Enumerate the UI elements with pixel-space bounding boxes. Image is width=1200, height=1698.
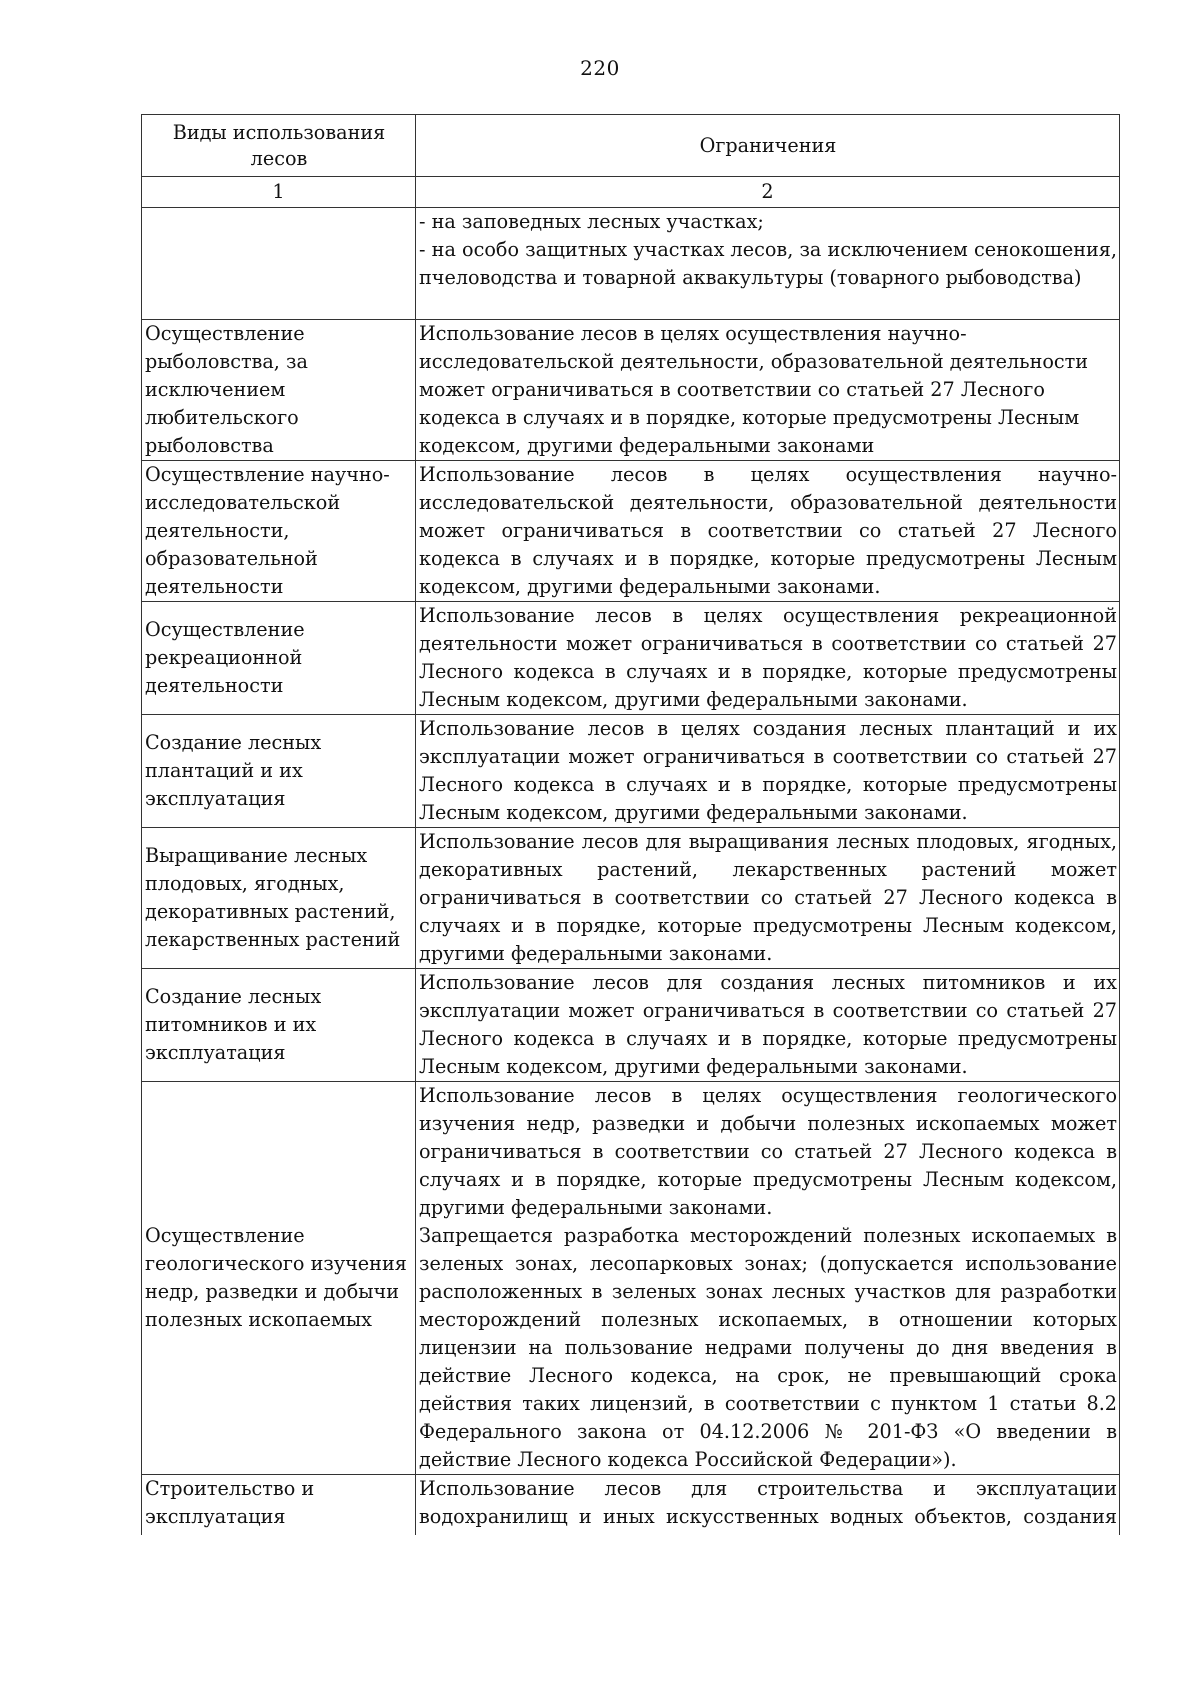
- restrictions-cell: [416, 461, 1120, 602]
- table-row: [142, 828, 1120, 969]
- restriction-paragraph: Использование лесов для выращивания лесных плодовых, ягодных, декоративных растений, лекарственных растений может ограничиваться в соответствии со статьей 27 Лесного кодекса в случаях и в порядке, которые предусмотрены Лесным кодексом, другими федеральными законами.: [419, 830, 1117, 965]
- page-number: 220: [580, 56, 620, 80]
- restriction-paragraph: Использование лесов в целях создания лесных плантаций и их эксплуатации может ограничиваться в соответствии со статьей 27 Лесного кодекса в случаях и в порядке, которые предусмотрены Лесным кодексом, другими федеральными законами.: [419, 717, 1117, 824]
- restriction-paragraph: Запрещается разработка месторождений полезных ископаемых в зеленых зонах, лесопарковых зонах; (допускается использование расположенных в зеленых зонах лесных участков для разработки месторождений полезных ископаемых, в отношении которых лицензии на пользование недрами получены до дня введения в действие Лесного кодекса, на срок, не превышающий срока действия таких лицензий, в соответствии с пунктом 1 статьи 8.2 Федерального закона от 04.12.2006 № 201-ФЗ «О введении в действие Лесного кодекса Российской Федерации»).: [419, 1224, 1117, 1471]
- restrictions-cell: [416, 828, 1120, 969]
- column-number-2: 2: [416, 177, 1120, 208]
- restriction-paragraph: Использование лесов в целях осуществления рекреационной деятельности может ограничиваться в соответствии со статьей 27 Лесного кодекса в случаях и в порядке, которые предусмотрены Лесным кодексом, другими федеральными законами.: [419, 604, 1117, 711]
- table-row: [142, 208, 1120, 320]
- forest-use-type-cell: Создание лесных плантаций и их эксплуатация: [142, 715, 416, 828]
- restrictions-cell: [416, 1082, 1120, 1475]
- table-row: [142, 602, 1120, 715]
- forest-use-type-cell: Осуществление геологического изучения недр, разведки и добычи полезных ископаемых: [142, 1082, 416, 1475]
- table-row: [142, 461, 1120, 602]
- forest-use-type-cell: Осуществление рыболовства, за исключением любительского рыболовства: [142, 320, 416, 461]
- forest-use-type-cell: Строительство и эксплуатация: [142, 1475, 416, 1535]
- restriction-paragraph: - на особо защитных участках лесов, за исключением сенокошения, пчеловодства и товарной аквакультуры (товарного рыбоводства): [419, 238, 1117, 289]
- table-row: [142, 715, 1120, 828]
- restrictions-cell: [416, 969, 1120, 1082]
- table-header-row: [142, 115, 1120, 177]
- column-number-row: [142, 177, 1120, 208]
- restrictions-cell: [416, 602, 1120, 715]
- forest-use-type-cell: Осуществление рекреационной деятельности: [142, 602, 416, 715]
- restriction-paragraph: Использование лесов в целях осуществления научно-исследовательской деятельности, образовательной деятельности может ограничиваться в соответствии со статьей 27 Лесного кодекса в случаях и в порядке, которые предусмотрены Лесным кодексом, другими федеральными законами.: [419, 463, 1117, 598]
- restrictions-cell: [416, 1475, 1120, 1535]
- table-row: [142, 1082, 1120, 1475]
- forest-use-type-cell: [142, 208, 416, 320]
- table-row: [142, 969, 1120, 1082]
- forest-use-type-cell: Выращивание лесных плодовых, ягодных, декоративных растений, лекарственных растений: [142, 828, 416, 969]
- forest-use-type-cell: Создание лесных питомников и их эксплуатация: [142, 969, 416, 1082]
- restrictions-table: [141, 114, 1120, 1535]
- restrictions-cell: [416, 320, 1120, 461]
- restriction-paragraph: Использование лесов для создания лесных питомников и их эксплуатации может ограничиваться в соответствии со статьей 27 Лесного кодекса в случаях и в порядке, которые предусмотрены Лесным кодексом, другими федеральными законами.: [419, 971, 1117, 1078]
- table-row: [142, 1475, 1120, 1535]
- header-restrictions: Ограничения: [416, 115, 1120, 177]
- restriction-paragraph: Использование лесов в целях осуществления геологического изучения недр, разведки и добычи полезных ископаемых может ограничиваться в соответствии со статьей 27 Лесного кодекса в случаях и в порядке, которые предусмотрены Лесным кодексом, другими федеральными законами.: [419, 1084, 1117, 1219]
- forest-use-type-cell: Осуществление научно-исследовательской деятельности, образовательной деятельности: [142, 461, 416, 602]
- restriction-paragraph: - на заповедных лесных участках;: [419, 210, 764, 233]
- column-number-1: 1: [142, 177, 416, 208]
- table-row: [142, 320, 1120, 461]
- restriction-paragraph: Использование лесов в целях осуществления научно-исследовательской деятельности, образовательной деятельности может ограничиваться в соответствии со статьей 27 Лесного кодекса в случаях и в порядке, которые предусмотрены Лесным кодексом, другими федеральными законами: [419, 322, 1089, 457]
- restrictions-cell: [416, 208, 1120, 320]
- restriction-paragraph: Использование лесов для строительства и эксплуатации водохранилищ и иных искусственных водных объектов, создания: [419, 1477, 1117, 1528]
- restrictions-cell: [416, 715, 1120, 828]
- header-forest-use-types: Виды использования лесов: [142, 115, 416, 177]
